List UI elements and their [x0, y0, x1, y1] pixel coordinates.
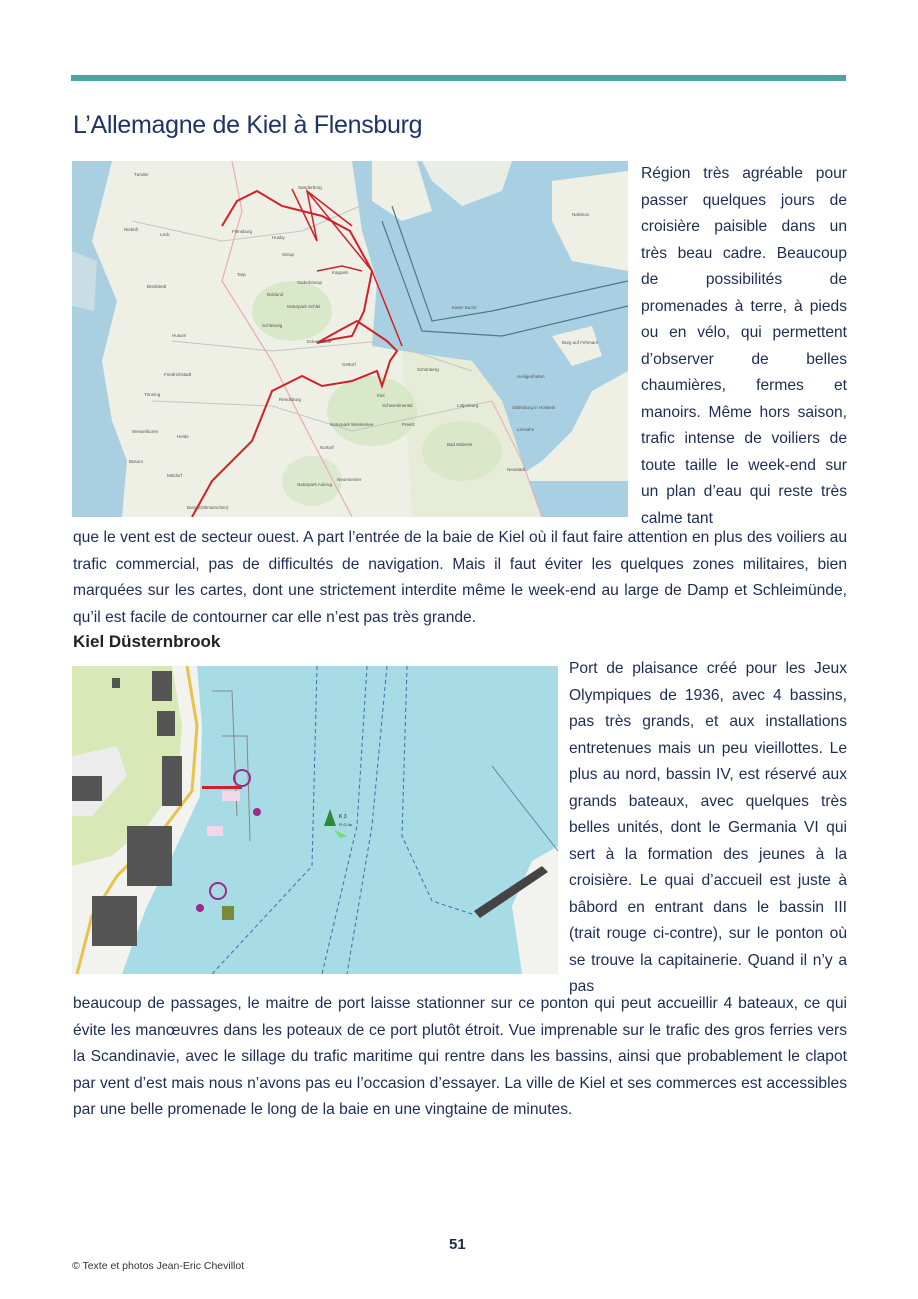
svg-text:Eckernförde: Eckernförde: [307, 339, 332, 344]
harbor-chart-kiel-dusternbrook: [72, 666, 558, 974]
svg-text:Tönning: Tönning: [144, 392, 161, 397]
svg-text:Lensahn: Lensahn: [517, 427, 535, 432]
svg-text:Heide: Heide: [177, 434, 189, 439]
svg-text:Kieler Bucht: Kieler Bucht: [452, 305, 477, 310]
svg-text:Schwentinental: Schwentinental: [382, 403, 413, 408]
buoy-light: Fl.G.4s: [339, 822, 352, 827]
svg-text:Rendsburg: Rendsburg: [279, 397, 302, 402]
svg-text:Heiligenhafen: Heiligenhafen: [517, 374, 545, 379]
harbor-continued-paragraph: beaucoup de passages, le maitre de port laisse stationner sur ce ponton qui peut accueillir 4 bateaux, ce qui évite les manœuvres dans les poteaux de ce port plutôt étroit. Vue imprenable sur le trafic des gros ferries vers la Scandinavie, avec le sillage du trafic maritime qui rentre dans les bassins, ainsi que probablement le clapot par vent d’est mais nous n’avons pas eu l’occasion d’essayer. La ville de Kiel et ses commerces est accessibles par une belle promenade le long de la baie en une vingtaine de minutes.: [73, 995, 847, 1118]
svg-text:Flensburg: Flensburg: [232, 229, 253, 234]
svg-text:Bad Malente: Bad Malente: [447, 442, 473, 447]
svg-text:Neumünster: Neumünster: [337, 477, 362, 482]
svg-text:Büsum: Büsum: [129, 459, 144, 464]
svg-text:Boklund: Boklund: [267, 292, 284, 297]
svg-text:Sønderborg: Sønderborg: [298, 185, 322, 190]
svg-text:Naturpark Schlei: Naturpark Schlei: [287, 304, 321, 309]
svg-text:Preetz: Preetz: [402, 422, 416, 427]
svg-text:Friedrichstadt: Friedrichstadt: [164, 372, 192, 377]
buoy-label: K 3: [339, 814, 347, 820]
svg-text:Schönberg: Schönberg: [417, 367, 439, 372]
svg-text:Kiel: Kiel: [377, 393, 385, 398]
svg-text:Husum: Husum: [172, 333, 187, 338]
intro-side-paragraph: Région très agréable pour passer quelques jours de croisière paisible dans un très beau cadre. Beaucoup de possibilités de promenades à terre, à pieds ou en vélo, qui permettent d’observer de belles chaumières, fermes et manoirs. Même hors saison, trafic intense de voiliers de toute taille le week-end sur un plan d’eau qui reste très calme tant: [641, 165, 847, 527]
svg-text:Neustadt: Neustadt: [507, 467, 526, 472]
svg-text:Gettorf: Gettorf: [342, 362, 356, 367]
svg-text:Meldorf: Meldorf: [167, 473, 183, 478]
svg-text:Naturpark Westensee: Naturpark Westensee: [330, 422, 374, 427]
svg-text:Kappeln: Kappeln: [332, 270, 349, 275]
copyright-footer: © Texte et photos Jean-Eric Chevillot: [72, 1260, 245, 1272]
svg-text:Süderbrarup: Süderbrarup: [297, 280, 323, 285]
svg-text:Sörup: Sörup: [282, 252, 295, 257]
harbor-side-paragraph: Port de plaisance créé pour les Jeux Olympiques de 1936, avec 4 bassins, pas très grands, et aux installations entretenues mais un peu vieillottes. Le plus au nord, bassin IV, est réservé aux grands bateaux, avec quelques très belles unités, dont le Germania VI qui sert à la formation des jeunes à la croisière. Le quai d’accueil est juste à bâbord en entrant dans le bassin III (trait rouge ci-contre), sur le ponton où se trouve la capitainerie. Quand il n’y a pas: [569, 660, 847, 995]
page-title: L’Allemagne de Kiel à Flensburg: [73, 111, 423, 139]
overview-map-kiel-flensburg: [72, 161, 628, 517]
svg-text:Bredstedt: Bredstedt: [147, 284, 167, 289]
svg-text:Lütjenburg: Lütjenburg: [457, 403, 479, 408]
svg-text:Schleswig: Schleswig: [262, 323, 283, 328]
svg-text:Burg auf Fehmarn: Burg auf Fehmarn: [562, 340, 599, 345]
svg-text:Tønder: Tønder: [134, 172, 149, 177]
svg-text:Naturpark Aukrug: Naturpark Aukrug: [297, 482, 333, 487]
svg-text:Oldenburg in Holstein: Oldenburg in Holstein: [512, 405, 556, 410]
svg-text:Wesselburen: Wesselburen: [132, 429, 159, 434]
svg-text:Nakskov: Nakskov: [572, 212, 590, 217]
intro-continued-paragraph: que le vent est de secteur ouest. A part l’entrée de la baie de Kiel où il faut faire attention en plus des voiliers au trafic commercial, pas de difficultés de navigation. Mais il faut éviter les quelques zones militaires, bien marquées sur les cartes, dont une strictement interdite même le week-end au large de Damp et Schleimünde, qu’il est facile de contourner car elle n’est pas très grande.: [73, 529, 847, 626]
svg-text:Husby: Husby: [272, 235, 285, 240]
svg-text:Burg (Dithmarschen): Burg (Dithmarschen): [187, 505, 229, 510]
svg-text:Tarp: Tarp: [237, 272, 246, 277]
svg-text:Leck: Leck: [160, 232, 170, 237]
svg-text:Nortorf: Nortorf: [320, 445, 334, 450]
header-rule: [71, 75, 846, 81]
page-number: 51: [449, 1236, 466, 1253]
section-heading-kiel-dusternbrook: Kiel Düsternbrook: [73, 632, 221, 651]
svg-text:Niebüll: Niebüll: [124, 227, 138, 232]
